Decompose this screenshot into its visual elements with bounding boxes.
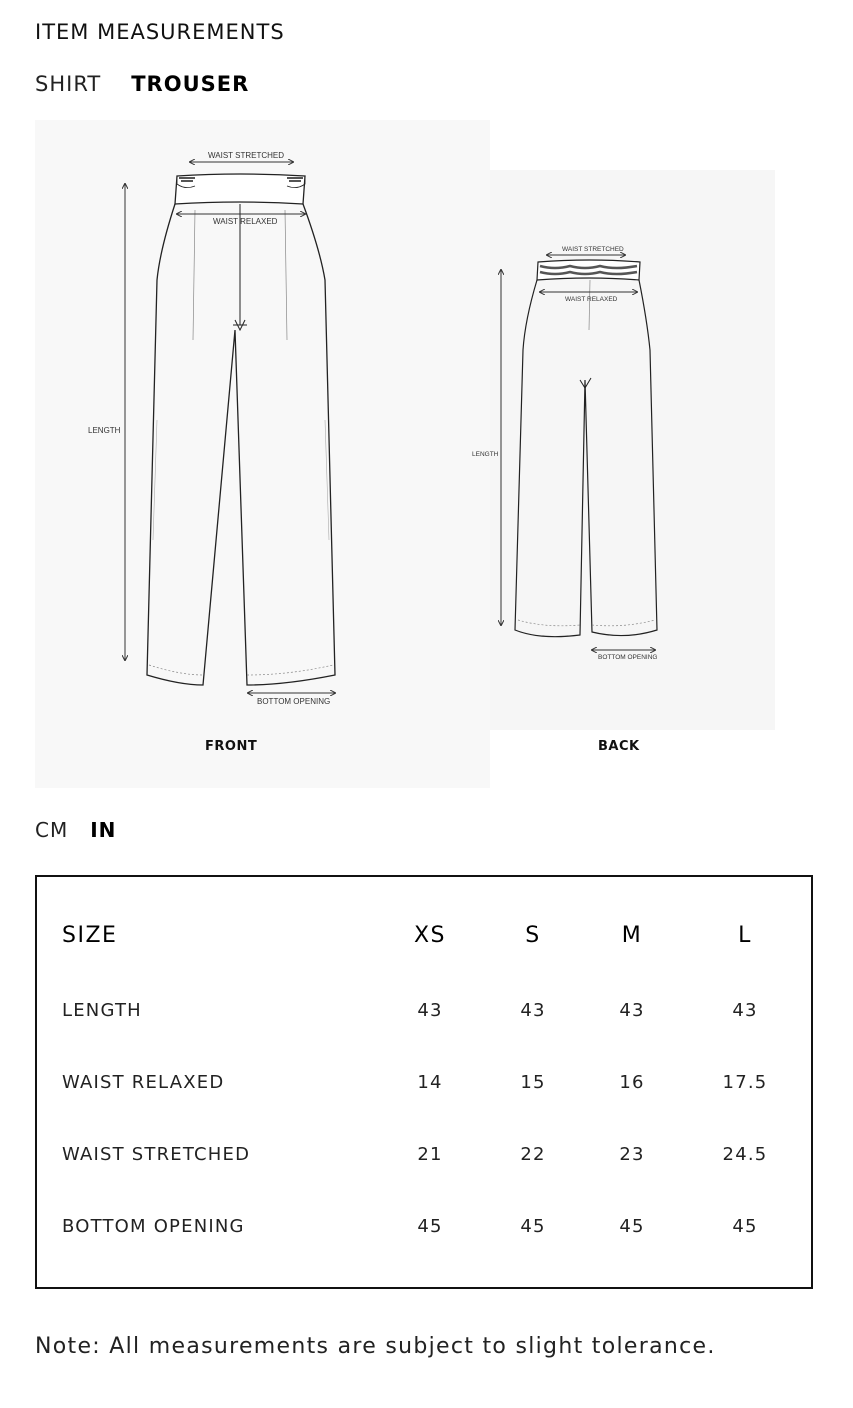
trouser-diagram — [35, 120, 775, 788]
table-cell: 43 — [732, 1000, 758, 1021]
back-length-label: LENGTH — [472, 451, 499, 458]
table-row — [37, 1144, 811, 1174]
table-cell: 45 — [732, 1216, 758, 1237]
column-header-size: SIZE — [62, 923, 118, 948]
table-cell: 17.5 — [722, 1072, 768, 1093]
front-waist-relaxed-label: WAIST RELAXED — [213, 217, 278, 226]
tab-trouser[interactable]: TROUSER — [131, 72, 250, 96]
back-view-label: BACK — [598, 739, 640, 754]
table-cell: 24.5 — [722, 1144, 768, 1165]
row-label: LENGTH — [62, 1000, 142, 1021]
table-cell: 15 — [520, 1072, 546, 1093]
table-cell: 43 — [520, 1000, 546, 1021]
table-cell: 23 — [619, 1144, 645, 1165]
table-cell: 22 — [520, 1144, 546, 1165]
table-header-row — [37, 923, 811, 953]
front-bottom-opening-label: BOTTOM OPENING — [257, 697, 331, 706]
garment-tabs — [35, 72, 249, 96]
page-title: ITEM MEASUREMENTS — [35, 20, 285, 44]
table-row — [37, 1000, 811, 1030]
tolerance-note: Note: All measurements are subject to slight tolerance. — [35, 1334, 716, 1359]
table-cell: 43 — [417, 1000, 443, 1021]
column-header-m: M — [621, 923, 643, 948]
row-label: BOTTOM OPENING — [62, 1216, 245, 1237]
table-cell: 16 — [619, 1072, 645, 1093]
back-bottom-opening-label: BOTTOM OPENING — [598, 654, 658, 661]
front-view-label: FRONT — [205, 739, 258, 754]
table-cell: 43 — [619, 1000, 645, 1021]
size-table — [35, 875, 813, 1289]
table-cell: 14 — [417, 1072, 443, 1093]
back-waist-stretched-label: WAIST STRETCHED — [562, 246, 624, 253]
front-waist-stretched-label: WAIST STRETCHED — [208, 151, 285, 160]
back-waist-relaxed-label: WAIST RELAXED — [565, 296, 618, 303]
row-label: WAIST STRETCHED — [62, 1144, 251, 1165]
table-cell: 45 — [417, 1216, 443, 1237]
table-row — [37, 1072, 811, 1102]
column-header-s: S — [525, 923, 541, 948]
table-row — [37, 1216, 811, 1246]
tab-shirt[interactable]: SHIRT — [35, 72, 102, 96]
column-header-xs: XS — [413, 923, 447, 948]
row-label: WAIST RELAXED — [62, 1072, 225, 1093]
front-length-label: LENGTH — [88, 426, 121, 435]
unit-tabs — [35, 818, 116, 842]
trouser-illustration — [35, 120, 775, 788]
column-header-l: L — [738, 923, 752, 948]
table-cell: 45 — [520, 1216, 546, 1237]
unit-tab-in[interactable]: IN — [90, 818, 117, 842]
table-cell: 21 — [417, 1144, 443, 1165]
table-cell: 45 — [619, 1216, 645, 1237]
unit-tab-cm[interactable]: CM — [35, 818, 69, 842]
